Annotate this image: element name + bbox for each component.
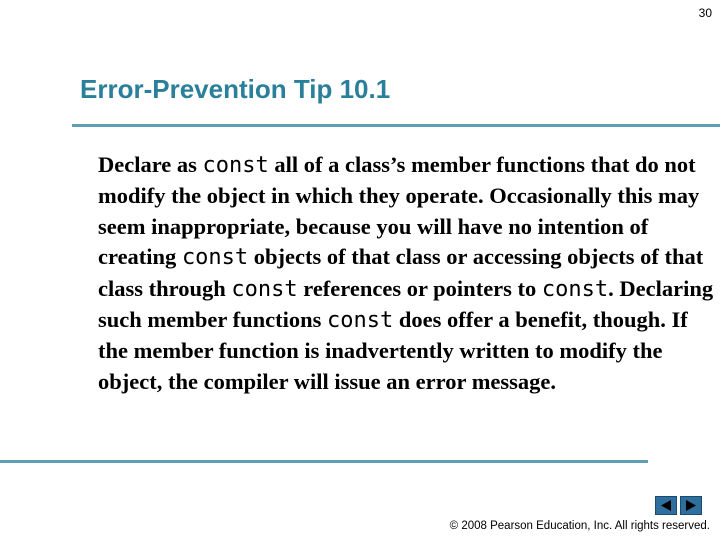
slide-title: Error-Prevention Tip 10.1 bbox=[80, 74, 391, 104]
code-keyword: const bbox=[231, 276, 298, 302]
previous-slide-button[interactable] bbox=[655, 496, 677, 515]
body-text-segment: references or pointers to bbox=[297, 275, 542, 301]
tip-body bbox=[98, 150, 720, 397]
page-number: 30 bbox=[698, 6, 712, 20]
title-divider bbox=[72, 124, 720, 127]
code-keyword: const bbox=[326, 308, 394, 334]
copyright-notice: © 2008 Pearson Education, Inc. All rights reserved. bbox=[449, 520, 710, 532]
triangle-right-icon bbox=[684, 499, 698, 512]
body-text-segment: . Declaring such member functions bbox=[98, 275, 714, 333]
code-keyword: const bbox=[541, 276, 609, 302]
next-slide-button[interactable] bbox=[680, 496, 702, 515]
footer-divider bbox=[0, 460, 648, 463]
code-keyword: const bbox=[181, 245, 249, 271]
triangle-left-icon bbox=[659, 499, 673, 512]
slide-navigation bbox=[655, 496, 702, 515]
body-text-segment: all of a class’s member functions that do not modify the object in which they operate. Occasionally this may seem inappropriate, because you will have no intention of creating bbox=[98, 152, 700, 270]
body-text-segment: Declare as bbox=[98, 152, 203, 177]
code-keyword: const bbox=[202, 153, 269, 178]
body-text-segment: does offer a benefit, though. If the member function is inadvertently written to modify the object, the compiler will issue an error message. bbox=[98, 307, 688, 394]
body-text-segment: objects of that class or accessing objects of that class through bbox=[98, 244, 704, 301]
